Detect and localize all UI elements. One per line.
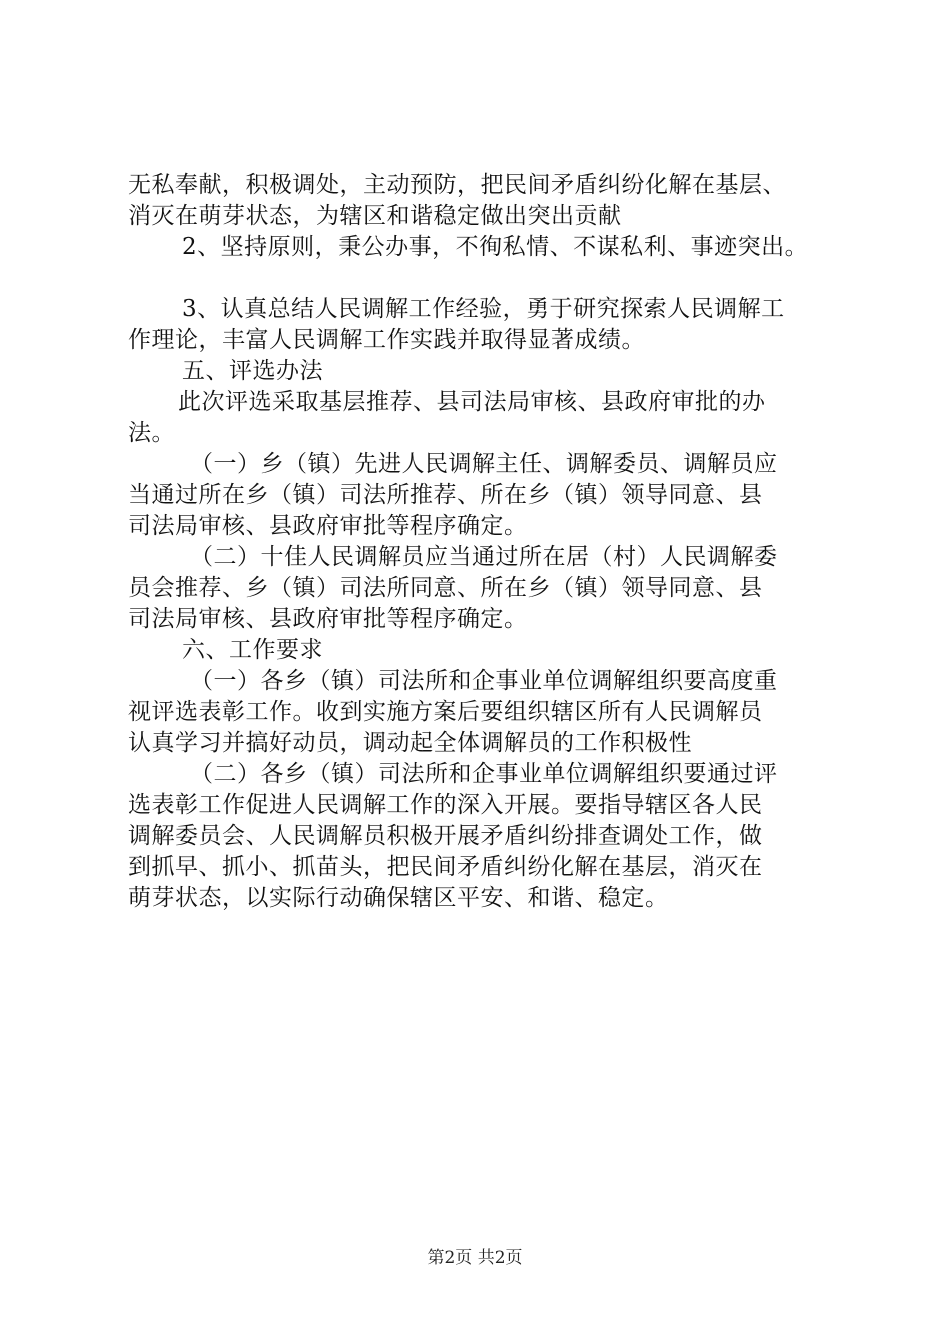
text-line: 当通过所在乡（镇）司法所推荐、所在乡（镇）领导同意、县: [128, 482, 763, 508]
text-line: （二）十佳人民调解员应当通过所在居（村）人民调解委: [190, 544, 778, 570]
text-line: 到抓早、抓小、抓苗头，把民间矛盾纠纷化解在基层，消灭在: [128, 854, 763, 880]
paragraph-gap: [128, 263, 858, 294]
text-line: （一）乡（镇）先进人民调解主任、调解委员、调解员应: [190, 451, 778, 477]
text-line: 认真学习并搞好动员，调动起全体调解员的工作积极性: [128, 730, 692, 756]
page-number-footer: 第2页 共2页: [427, 1248, 523, 1268]
text-line: 司法局审核、县政府审批等程序确定。: [128, 513, 528, 539]
text-line: 作理论，丰富人民调解工作实践并取得显著成绩。: [128, 327, 645, 353]
text-line: （二）各乡（镇）司法所和企事业单位调解组织要通过评: [190, 761, 778, 787]
section-heading: 五、评选办法: [182, 358, 323, 384]
text-line: （一）各乡（镇）司法所和企事业单位调解组织要高度重: [190, 668, 778, 694]
text-line: 调解委员会、人民调解员积极开展矛盾纠纷排查调处工作，做: [128, 823, 763, 849]
text-line: 此次评选采取基层推荐、县司法局审核、县政府审批的办: [178, 389, 766, 415]
document-body: [128, 170, 858, 914]
text-line: 员会推荐、乡（镇）司法所同意、所在乡（镇）领导同意、县: [128, 575, 763, 601]
text-line: 2、坚持原则，秉公办事，不徇私情、不谋私利、事迹突出。: [182, 234, 809, 260]
text-line: 选表彰工作促进人民调解工作的深入开展。要指导辖区各人民: [128, 792, 763, 818]
text-line: 视评选表彰工作。收到实施方案后要组织辖区所有人民调解员: [128, 699, 763, 725]
text-line: 司法局审核、县政府审批等程序确定。: [128, 606, 528, 632]
text-line: 无私奉献，积极调处，主动预防，把民间矛盾纠纷化解在基层、: [128, 172, 786, 198]
text-line: 3、认真总结人民调解工作经验，勇于研究探索人民调解工: [182, 296, 785, 322]
text-line: 消灭在萌芽状态，为辖区和谐稳定做出突出贡献: [128, 203, 622, 229]
section-heading: 六、工作要求: [182, 637, 323, 663]
text-line: 法。: [128, 420, 175, 446]
text-line: 萌芽状态，以实际行动确保辖区平安、和谐、稳定。: [128, 885, 669, 911]
